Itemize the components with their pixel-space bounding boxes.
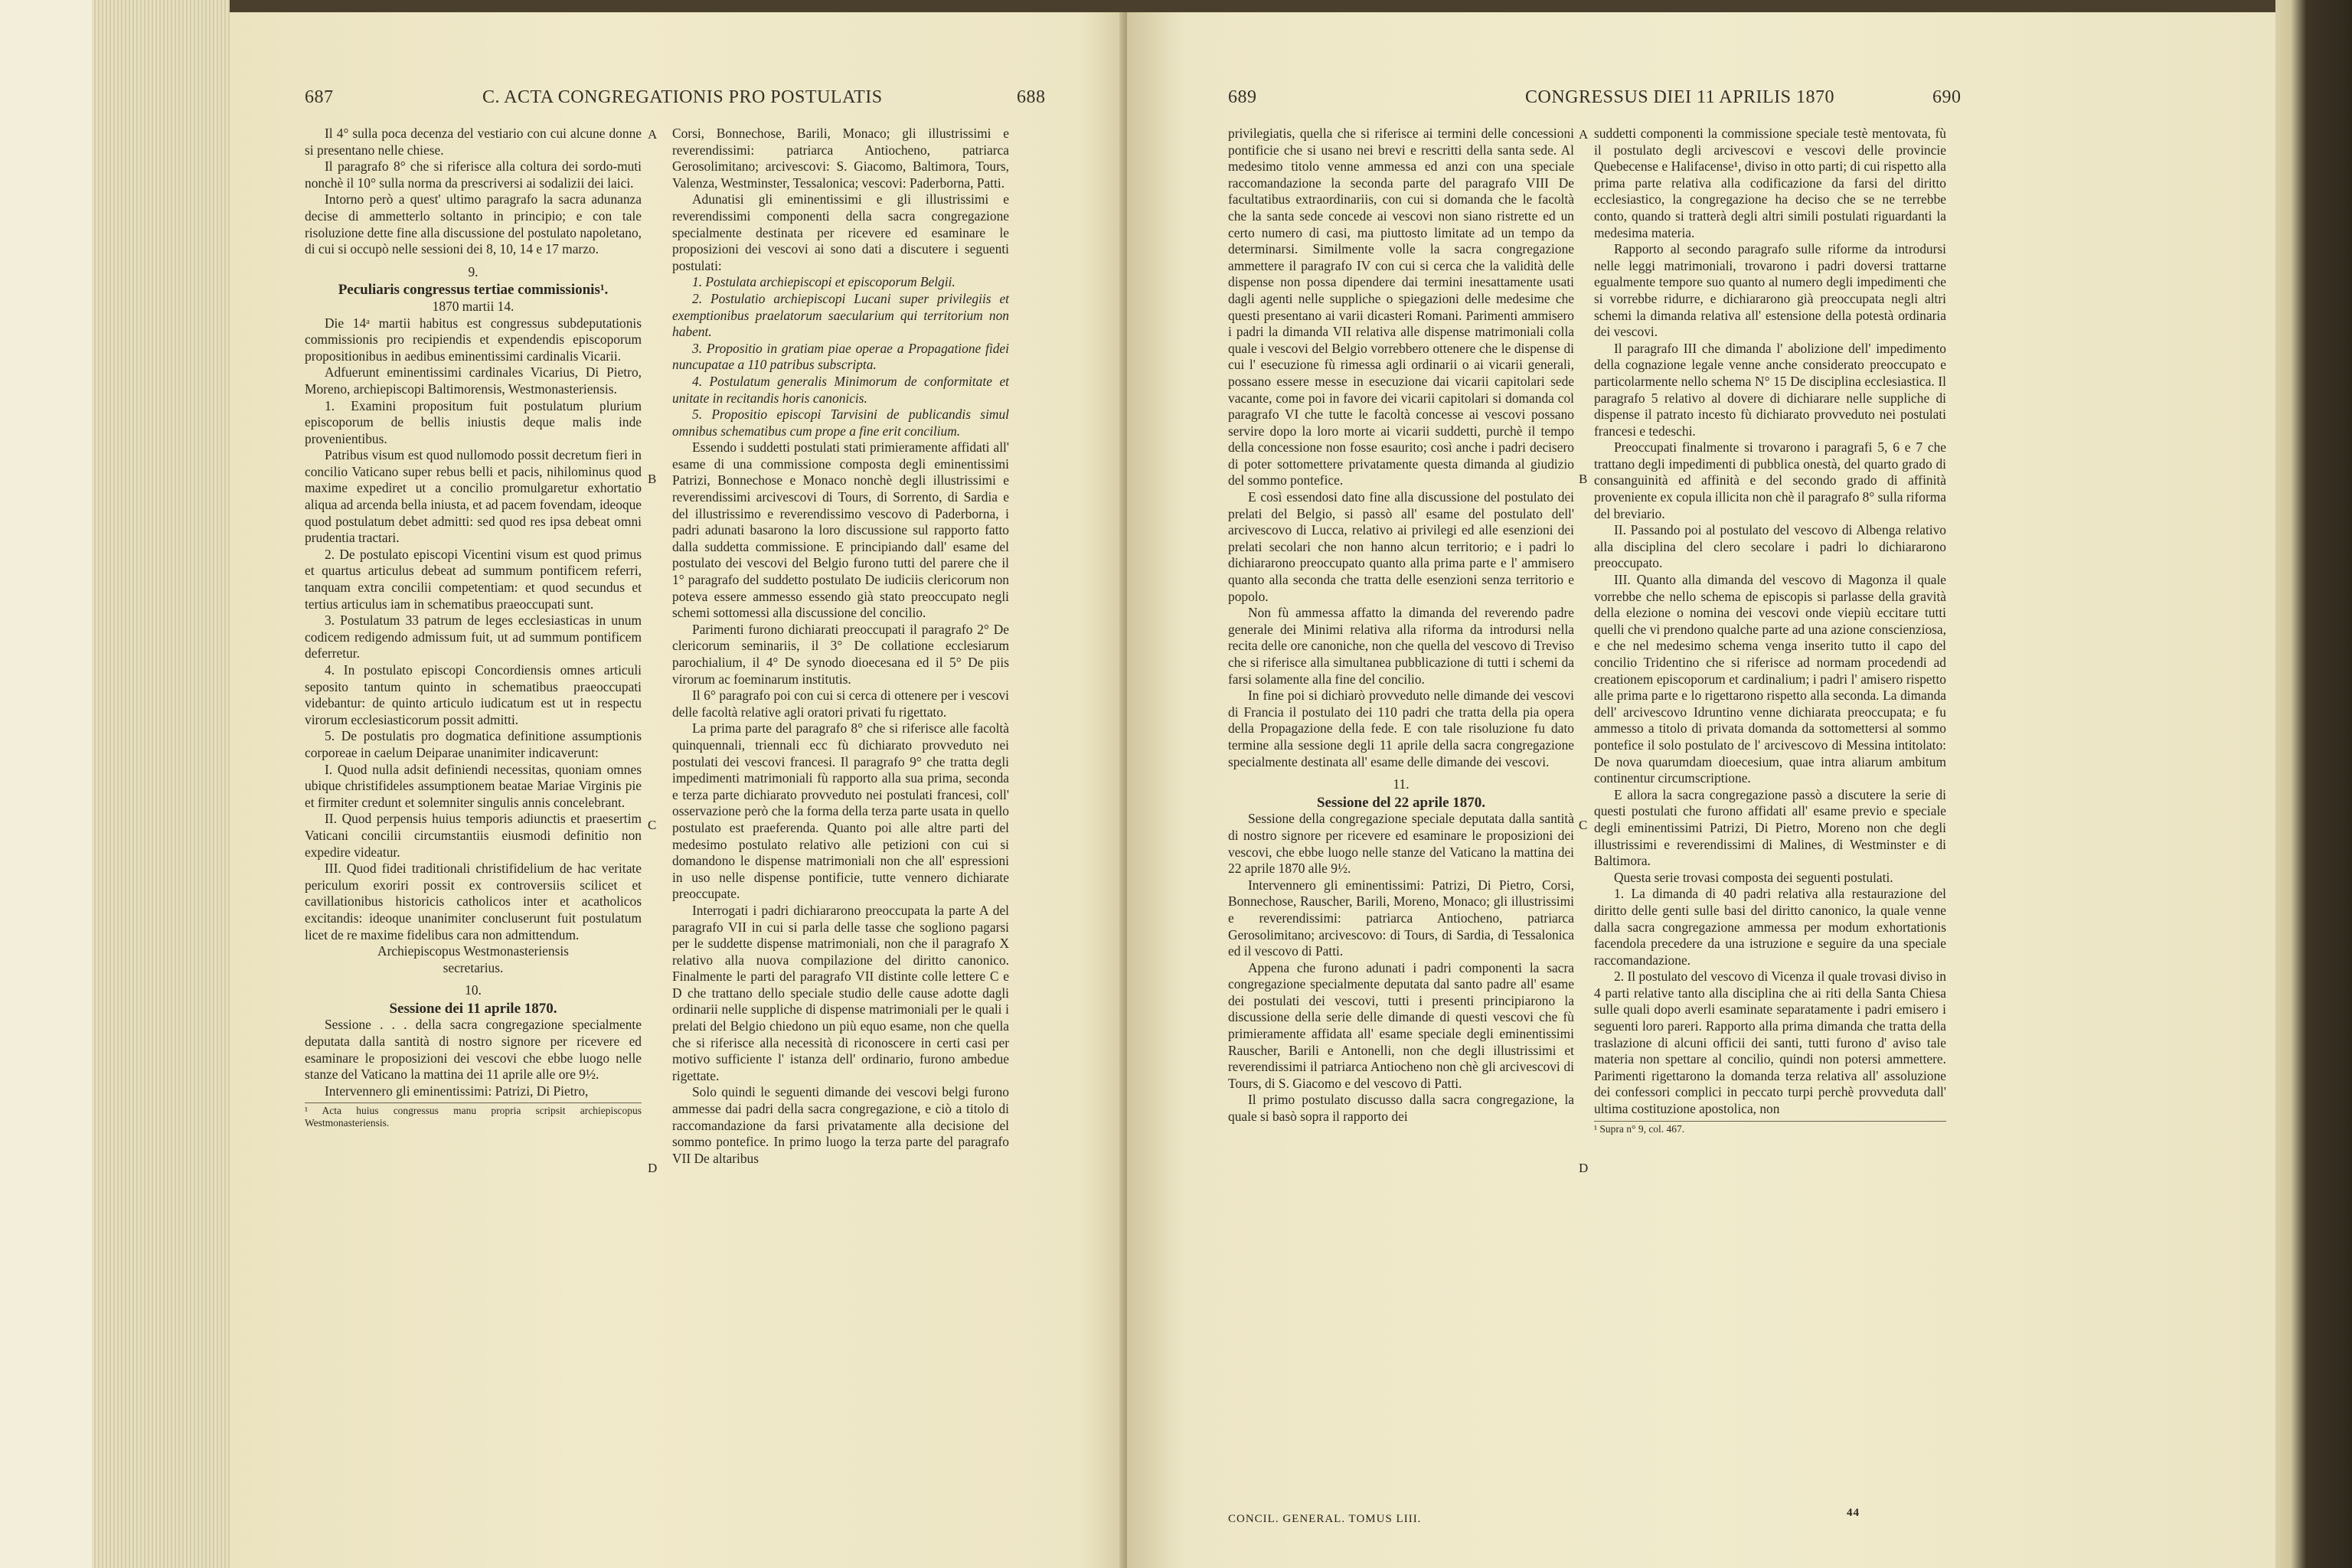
paragraph: In fine poi si dichiarò provveduto nelle dimande dei vescovi di Francia il postulato dei 110 padri che tratta della pia opera della Propagazione della fede. E con tale risoluzione fu dato termine alla sessione degli 11 aprile della sacra congregazione specialmente destinata all' esame delle dimande dei vescovi. <box>1228 688 1574 769</box>
paragraph: Parimenti furono dichiarati preoccupati il paragrafo 2° De clericorum seminariis, il 3° De collatione ecclesiarum parochialium, il 4° De synodo dioecesana ed il 5° De piis virorum ac foeminarum institutis. <box>672 621 1009 687</box>
list-item: 1. Postulata archiepiscopi et episcoporum Belgii. <box>692 274 956 290</box>
section-heading: Sessione dei 11 aprile 1870. <box>389 1000 557 1017</box>
text-column-2 <box>1594 126 1946 1135</box>
paragraph: Il 4° sulla poca decenza del vestiario con cui alcune donne si presentano nelle chiese. <box>305 126 642 158</box>
paragraph: E allora la sacra congregazione passò a discutere la serie di questi postulati che furono affidati all' esame previo e speciale degli eminentissimi Patrizi, Di Pietro, Moreno non che degli illustrissimi e reverendissimi di Malines, di Westminster e di Baltimora. <box>1594 786 1946 869</box>
paragraph: II. Passando poi al postulato del vescovo di Albenga relativo alla disciplina del clero secolare i padri lo dichiararono preoccupato. <box>1594 522 1946 571</box>
paragraph: 3. Postulatum 33 patrum de leges ecclesiasticas in unum codicem redigendo admissum fuit, ut ad summum pontificem deferretur. <box>305 612 642 662</box>
page-number: 688 <box>1017 87 1046 107</box>
paragraph: Solo quindi le seguenti dimande dei vescovi belgi furono ammesse dai padri della sacra congregazione, e ciò a titolo di raccomandazione da farsi privatamente alla decisione del sommo pontefice. In primo luogo la terza parte del paragrafo VII De altaribus <box>672 1084 1009 1166</box>
paragraph: I. Quod nulla adsit definiendi necessitas, quoniam omnes ubique christifideles assumptionem beatae Mariae Virginis pie et firmiter credunt et solemniter singulis annis concelebrant. <box>305 761 642 810</box>
margin-marker: C <box>648 818 657 832</box>
margin-marker: A <box>1579 127 1589 142</box>
text-column-1 <box>1228 126 1574 1125</box>
signature-title: secretarius. <box>443 959 504 975</box>
paragraph: 4. In postulato episcopi Concordiensis omnes articuli seposito tantum quinto in schematibus praeoccupati videbantur: de quinto articulo iudicatum est ut in respectu virorum ecclesiasticorum possit admitti. <box>305 662 642 727</box>
paragraph: Corsi, Bonnechose, Barili, Monaco; gli illustrissimi e reverendissimi: patriarca Antiocheno, patriarca Gerosolimitano; arcivescovi: S. Giacomo, Baltimora, Tours, Valenza, Westminster, Tessalonica; vescovi: Paderborna, Patti. <box>672 126 1009 191</box>
paragraph: E così essendosi dato fine alla discussione del postulato dei prelati del Belgio, si passò all' esame del postulato dell' arcivescovo di Lucca, relativo ai privilegi ed alle esenzioni dei prelati secolari che non hanno alcun territorio; e i padri lo dichiararono preoccupato quanto alla prima parte e l' ammisero quanto alla seconda che tratta delle esenzioni senza territorio e popolo. <box>1228 489 1574 604</box>
text-column-1 <box>305 126 642 1129</box>
right-page <box>1127 12 2275 1568</box>
footnote: ¹ Acta huius congressus manu propria scripsit archiepiscopus Westmonasteriensis. <box>305 1102 642 1129</box>
page-number: 690 <box>1932 87 1962 107</box>
section-heading: Sessione del 22 aprile 1870. <box>1316 794 1486 811</box>
signature-name: Archiepiscopus Westmonasteriensis <box>377 943 569 959</box>
paragraph: 5. De postulatis pro dogmatica definitione assumptionis corporeae in caelum Deiparae unanimiter indicaverunt: <box>305 728 642 760</box>
paragraph: Sessione della congregazione speciale deputata dalla santità di nostro signore per ricevere ed esaminare le proposizioni dei vescovi, che ebbe luogo nelle stanze del Vaticano la mattina dei 22 aprile 1870 alle 9½. <box>1228 811 1574 877</box>
list-item: 5. Propositio episcopi Tarvisini de publicandis simul omnibus schematibus cum prope a fine erit concilium. <box>672 407 1009 439</box>
margin-marker: B <box>1579 472 1588 486</box>
margin-marker: D <box>1579 1161 1589 1175</box>
paragraph: III. Quanto alla dimanda del vescovo di Magonza il quale vorrebbe che nello schema de episcopis si parlasse della gravità della elezione o nomina dei vescovi onde viepiù eccitare tutti quelli che vi prendono qualche parte ad una azione conscienziosa, e che nel medesimo schema venga inserito tutto il capo del concilio Tridentino che si riferisce ad normam procedendi ad creationem episcoporum et cardinalium; i padri l' amisero rispetto alle prima parte e lo rigettarono rispetto alla seconda. La dimanda dell' arcivescovo Idruntino venne dichiarata preoccupata; e fu ammesso a titolo di privata domanda da sottomettersi al sommo pontefice il solo postulato de l' arcivescovo di Messina intitolato: De nova quarumdam dioecesium, quae intra aliarum ambitum continentur circumscriptione. <box>1594 572 1946 786</box>
section-date: 1870 martii 14. <box>432 298 514 314</box>
margin-marker: D <box>648 1161 658 1175</box>
margin-marker: C <box>1579 818 1588 832</box>
page-number: 687 <box>305 87 334 107</box>
sheet-number: 44 <box>1847 1507 1860 1519</box>
paragraph: La prima parte del paragrafo 8° che si riferisce alle facoltà quinquennali, triennali ecc fù dichiarato provveduto nei postulati dei vescovi francesi. Il paragrafo 9° che tratta degli impedimenti matrimoniali fù rapporto alla sua prima, seconda e terza parte dichiarato provveduto nei postulati francesi, coll' osservazione però che la forma della terza parte usata in quello postulato est praeferenda. Quanto poi alle altre parti del medesimo postulato relativo alle petizioni con cui si domandono le dispense matrimoniali non che all' espressioni in uso nelle dispense pontificie, tutte vennero dichiarate preoccupate. <box>672 720 1009 902</box>
paragraph: Essendo i suddetti postulati stati primieramente affidati all' esame di una commissione composta degli eminentissimi Patrizi, Bonnechose e Monaco nonchè degli illustrissimi e reverendissimi arcivescovi di Tours, di Sorrento, di Sardia e del illustrissimo e reverendissimo vescovo di Paderborna, i padri adunati basarono la loro discussione sul rapporto fatto dalla suddetta commissione. E principiando dall' esame del postulato dei vescovi del Belgio furono tutti del parere che il 1° paragrafo del suddetto postulato De iudiciis clericorum non poteva essere ammesso essendo già stato preoccupato negli schemi sottomessi alla discussione del concilio. <box>672 439 1009 621</box>
paragraph: Il primo postulato discusso dalla sacra congregazione, la quale si basò sopra il rapporto dei <box>1228 1092 1574 1125</box>
paragraph: Preoccupati finalmente si trovarono i paragrafi 5, 6 e 7 che trattano degli impedimenti di pubblica onestà, del quarto grado di consanguinità ed affinità e del secondo grado di affinità proveniente ex copula illicita non chè il paragrafo 8° sulla riforma del breviario. <box>1594 439 1946 521</box>
paragraph: 1. Examini propositum fuit postulatum plurium episcoporum de bellis iniustis deque malis inde provenientibus. <box>305 397 642 446</box>
list-item: 4. Postulatum generalis Minimorum de conformitate et unitate in recitandis horis canonicis. <box>672 373 1009 406</box>
signature-line: CONCIL. GENERAL. TOMUS LIII. <box>1228 1513 1422 1525</box>
paragraph: Die 14ᵃ martii habitus est congressus subdeputationis commissionis pro recipiendis et expendendis episcoporum propositionibus in aedibus eminentissimi cardinalis Vicarii. <box>305 315 642 364</box>
paragraph: Patribus visum est quod nullomodo possit decretum fieri in concilio Vaticano super rebus belli et pacis, nihilominus quod maxime expediret ut a concilio promulgaretur exhortatio aliqua ad arcenda bella iniusta, et ad pacem fovendam, ideoque quod postulatum debet admitti: sed quod res ipsa debeat omni prudentia tractari. <box>305 447 642 546</box>
left-page <box>230 12 1124 1568</box>
paragraph: Appena che furono adunati i padri componenti la sacra congregazione specialmente deputata dal santo padre all' esame dei postulati dei vescovi, tutti i presenti principiarono la discussione della serie delle dimande di questi vescovi che fù primieramente affidata all' esame speciale degli eminentissimi Rauscher, Barili e Antonelli, non che degli illustrissimi et reverendissimi il patriarca Antiocheno non chè gli arcivescovi di Tours, di S. Giacomo e del vescovo di Patti. <box>1228 959 1574 1091</box>
page-number: 689 <box>1228 87 1257 107</box>
paragraph: III. Quod fidei traditionali christifidelium de hac veritate periculum exoriri possit ex controversiis scilicet et cavillationibus historicis catholicos inter et acatholicos excitandis: ideoque unanimiter concluserunt fuit postulatum licet de re maxime fidelibus cara non admittendum. <box>305 861 642 942</box>
paragraph: 2. Il postulato del vescovo di Vicenza il quale trovasi diviso in 4 parti relative tanto alla disciplina che ai riti della Santa Chiesa sulle quali dopo averli esaminate separatamente i padri emisero i seguenti loro pareri. Rapporto alla prima dimanda che tratta della traslazione di alcuni officii dei santi, tutti furono d' aviso tale materia non spettare al concilio, quindi non potersi ammettere. Parimenti rigettarono la domanda terza relativa all' assoluzione dei confessori complici in peccato turpi perchè provveduta dall' ultima costituzione apostolica, non <box>1594 969 1946 1117</box>
paragraph: Intervennero gli eminentissimi: Patrizi, Di Pietro, <box>325 1083 589 1099</box>
running-header: CONGRESSUS DIEI 11 APRILIS 1870 <box>1525 87 1834 107</box>
section-heading: Peculiaris congressus tertiae commissionis¹. <box>338 282 609 299</box>
margin-marker: A <box>648 127 658 142</box>
paragraph: Adunatisi gli eminentissimi e gli illustrissimi e reverendissimi componenti della sacra congregazione specialmente destinata per ricevere ed esaminare le proposizioni dei vescovi ai sono dati a discutere i seguenti postulati: <box>672 191 1009 273</box>
footnote: ¹ Supra n° 9, col. 467. <box>1594 1121 1946 1135</box>
paragraph: Non fù ammessa affatto la dimanda del reverendo padre generale dei Minimi relativa alla riforma da introdursi nella recita delle ore canoniche, non che quella del vescovo di Treviso che si riferisce alla simultanea pubblicazione di tutti i schemi da farsi solamente alla fine del concilio. <box>1228 605 1574 687</box>
right-page-edges <box>2275 0 2352 1568</box>
paragraph: Il 6° paragrafo poi con cui si cerca di ottenere per i vescovi delle facoltà relative agli oratori privati fu rigettato. <box>672 688 1009 720</box>
paragraph: 1. La dimanda di 40 padri relativa alla restaurazione del diritto delle genti sulle basi del diritto canonico, la quale venne dalla sacra congregazione ammessa per modum exhortationis facendola precedere da una istruzione e seguire da una speciale raccomandazione. <box>1594 886 1946 968</box>
paragraph: suddetti componenti la commissione speciale testè mentovata, fù il postulato degli arcivescovi e vescovi delle provincie Quebecense e Halifacense¹, diviso in otto parti; di cui rispetto alla prima parte relativa alla codificazione da farsi del diritto ecclesiastico, la congregazione ha deciso che se ne terrebbe conto, quando si tratterà degli altri simili postulati riguardanti la medesima materia. <box>1594 126 1946 240</box>
paragraph: Interrogati i padri dichiararono preoccupata la parte A del paragrafo VII in cui si parla delle tasse che sogliono pagarsi per le suddette dispense matrimoniali, non che il paragrafo X relativo alla nuova compilazione del diritto canonico. Finalmente le parti del paragrafo VII distinte colle lettere C e D che trattano dello speciale studio delle cause adotte dagli ordinarii nelle suppliche di dispense matrimoniali per le quali i prelati del Belgio chiedono un più equo esame, non che quella che si riferisce alla necessità di riconoscere in certi casi per motivo sufficiente l' istanza dell' ordinario, furono ambedue rigettate. <box>672 902 1009 1083</box>
margin-marker: B <box>648 472 657 486</box>
section-number: 11. <box>1393 776 1410 792</box>
paragraph: II. Quod perpensis huius temporis adiunctis et praesertim Vaticani concilii circumstantiis eiusmodi definitio non expedire videatur. <box>305 811 642 860</box>
list-item: 2. Postulatio archiepiscopi Lucani super privilegiis et exemptionibus praelatorum saecularium qui territorium non habent. <box>672 290 1009 340</box>
paragraph: Questa serie trovasi composta dei seguenti postulati. <box>1614 869 1893 885</box>
paragraph: Rapporto al secondo paragrafo sulle riforme da introdursi nelle leggi matrimoniali, trovarono i padri doversi trattarne egualmente tempore suo quanto al numero degli impedimenti che si vorrebbe ridurre, e dichiararono già preoccupata negli altri schemi la dimanda relativa all' estensione della potestà ordinaria dei vescovi. <box>1594 241 1946 340</box>
paragraph: Sessione . . . della sacra congregazione specialmente deputata dalla santità di nostro signore per ricevere ed esaminare le proposizioni dei vescovi che ebbe luogo nelle stanze del Vaticano la mattina dei 11 aprile alle ore 9½. <box>305 1017 642 1083</box>
paragraph: 2. De postulato episcopi Vicentini visum est quod primus et quartus articulus debeat ad summum pontificem referri, tanquam extra concilii competentiam: et quod secundus et tertius articulus iam in schematibus praeoccupati sunt. <box>305 546 642 612</box>
list-item: 3. Propositio in gratiam piae operae a Propagatione fidei nuncupatae a 110 patribus subscripta. <box>672 340 1009 373</box>
section-number: 9. <box>468 263 479 279</box>
paragraph: Il paragrafo 8° che si riferisce alla coltura dei sordo-muti nonchè il 10° sulla norma da prescriversi ai sodalizii dei laici. <box>305 158 642 191</box>
paragraph: Il paragrafo III che dimanda l' abolizione dell' impedimento della cognazione legale venne anche considerato preoccupato e particolarmente nello schema N° 15 De disciplina ecclesiastica. Il paragrafo 5 relativo al dovere di dichiarare nelle suppliche di dispense il patrato incesto fù dichiarato provveduto nei postulati francesi e tedeschi. <box>1594 340 1946 439</box>
text-column-2 <box>672 126 1009 1167</box>
running-header: C. ACTA CONGREGATIONIS PRO POSTULATIS <box>482 87 883 107</box>
paragraph: privilegiatis, quella che si riferisce ai termini delle concessioni pontificie che si usano nei brevi e rescritti della santa sede. Al medesimo titolo venne ammessa ed anzi con una speciale raccomandazione la seconda parte del paragrafo VIII De facultatibus extraordinariis, con cui si domanda che le facoltà che la santa sede concede ai vescovi non siano ristrette ed un certo numero di casi, ma piuttosto limitate ad un tempo da determinarsi. Similmente volle la sacra congregazione ammettere il paragrafo IV con cui si cerca che la validità delle dispense non possa dipendere dai termini inesattamente usati dagli agenti nelle suppliche o spiegazioni delle medesime che questi presentano ai varii dicasteri Romani. Parimenti ammisero i padri la dimanda VII relativa alle dispense matrimoniali colla quale i vescovi del Belgio vorrebbero ottenere che le dispense di cui l' esecuzione fù rimessa agli ordinarii o ai vicarii generali, possano essere messe in esecuzione dai vicarii capitolari sede vacante, come poi in favore dei vicarii capitolari si domanda col paragrafo VI che tutte le facoltà concesse ai vescovi possano servire dopo la loro morte ai vicarii suddetti, purchè il tempo della concessione non fosse esaurito; così anche i padri decisero di poter sottomettere privatamente questa dimanda al giudizio del sommo pontefice. <box>1228 126 1574 488</box>
paragraph: Adfuerunt eminentissimi cardinales Vicarius, Di Pietro, Moreno, archiepiscopi Baltimorensis, Westmonasteriensis. <box>305 364 642 397</box>
paragraph: Intorno però a quest' ultimo paragrafo la sacra adunanza decise di ammetterlo soltanto in principio; e con tale risoluzione dette fine alla discussione del postulato napoletano, di cui si occupò nelle sessioni dei 8, 10, 14 e 17 marzo. <box>305 191 642 257</box>
left-page-edges <box>0 0 230 1568</box>
section-number: 10. <box>465 982 482 998</box>
paragraph: Intervennero gli eminentissimi: Patrizi, Di Pietro, Corsi, Bonnechose, Rauscher, Barili, Moreno, Monaco; gli illustrissimi e reverendissimi: patriarca Antiocheno, patriarca Gerosolimitano; arcivescovo: di Tours, di Sardia, di Tessalonica ed il vescovo di Patti. <box>1228 877 1574 959</box>
